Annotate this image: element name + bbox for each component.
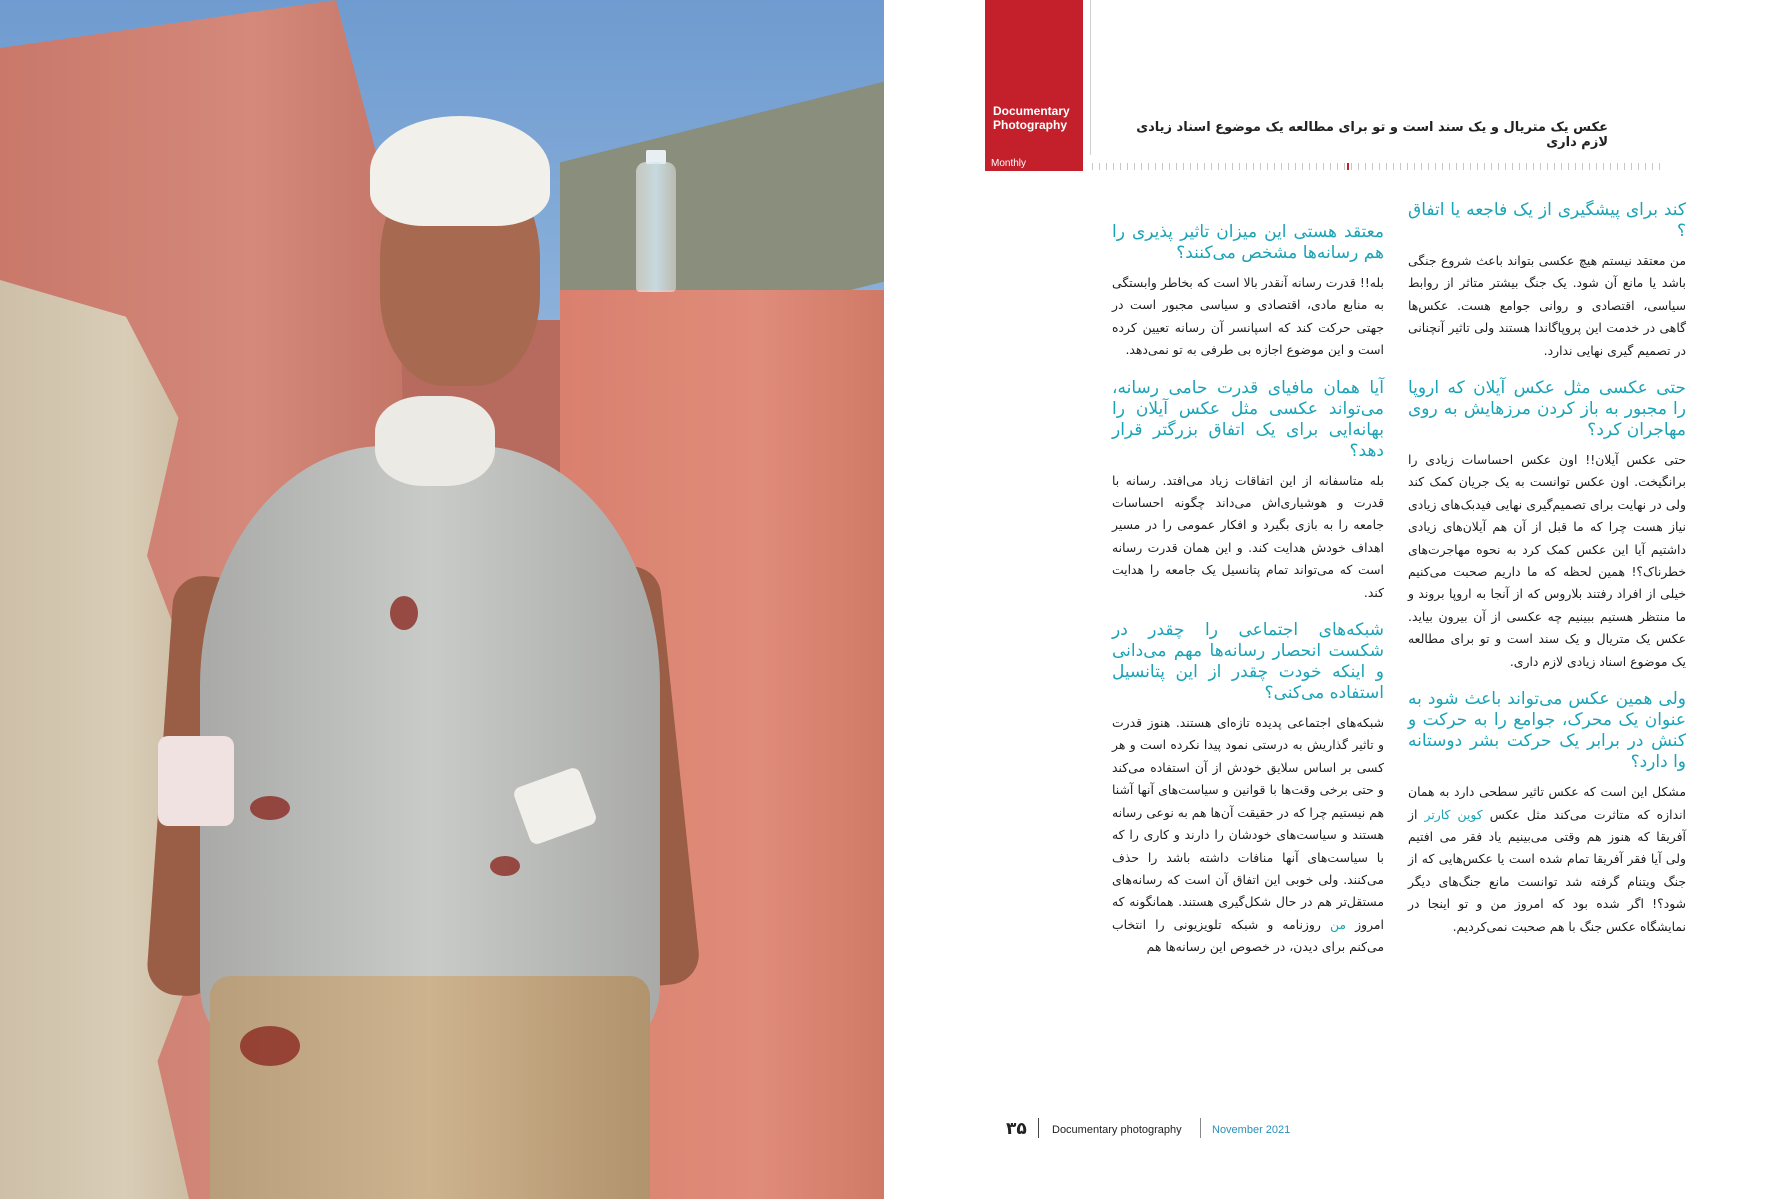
answer-paragraph <box>1408 781 1686 938</box>
page-number: ۳۵ <box>1006 1119 1027 1139</box>
answer-text: از آفریقا که هنوز هم وقتی می‌بینیم یاد فقر می افتیم ولی آیا فقر آفریقا تمام شده است یا عکس‌هایی که از جنگ ویتنام گرفته شد توانست مانع جنگ‌های دیگر شود؟! اگر شده بود که امروز من و تو اینجا در نمایشگاه عکس جنگ با هم صحبت نمی‌کردیم. <box>1408 806 1686 934</box>
masthead-title: Documentary Photography <box>993 104 1070 132</box>
head-bandage <box>370 116 550 226</box>
shirt <box>200 446 660 1046</box>
answer-paragraph: حتی عکس آیلان!! اون عکس احساسات زیادی را برانگیخت. اون عکس توانست به یک جریان کمک کند ولی در نهایت برای تصمیم‌گیری نهایی فیدبک‌های زیادی نیاز هست چرا که ما قبل از آن هم آیلان‌های زیادی داشتیم آیا این عکس کمک کرد به نحوه مهاجرت‌های خطرناک؟! همین لحظه که ما داریم صحبت می‌کنیم خیلی از افراد رفتند بلاروس که از آنجا به اروپا بروند و ما منتظر هستیم ببینیم چه عکسی از آن بیرون بیاید. عکس یک متریال و یک سند است و تو برای مطالعه یک موضوع اسناد زیادی لازم داری. <box>1408 452 1686 669</box>
footer-title: Documentary photography <box>1052 1124 1182 1136</box>
answer-text: شبکه‌های اجتماعی پدیده تازه‌ای هستند. هنوز قدرت و تاثیر گذاریش به درستی نمود پیدا نکرده است و هر کسی بر اساس سلایق خودش از آن استفاده می‌کند و حتی برخی وقت‌ها با قوانین و سیاست‌های آنها آشنا هم نیستیم چرا که در حقیقت آن‌ها هم به نوعی رسانه هستند و سیاست‌های خودشان را دارند و کاری را که با سیاست‌های آنها منافات داشته باشد را حذف می‌کنند. ولی خوبی این اتفاق آن است که رسانه‌های مستقل‌تر هم در حال شکل‌گیری هستند. همانگونه که امروز <box>1112 715 1384 932</box>
blood-stain <box>490 856 520 876</box>
question-heading: کند برای پیشگیری از یک فاجعه یا اتفاق ؟ <box>1408 200 1686 241</box>
answer-paragraph <box>1112 712 1384 958</box>
answer-paragraph: من معتقد نیستم هیچ عکسی بتواند باعث شروع جنگی باشد یا مانع آن شود. یک جنگ بیشتر متاثر از روابط سیاسی، اقتصادی و روانی جوامع هست. عکس‌ها گاهی در خدمت این پروپاگاندا هستند ولی تاثیر آنچنانی در تصمیم گیری نهایی ندارد. <box>1408 253 1686 358</box>
answer-paragraph: بله متاسفانه از این اتفاقات زیاد می‌افتد. رسانه با قدرت و هوشیاری‌اش می‌داند چگونه احساسات جامعه را به بازی بگیرد و افکار عمومی را در مسیر اهداف خودش هدایت کند. و این همان قدرت رسانه است که می‌تواند تمام پتانسیل یک جامعه را هدایت کند. <box>1112 472 1384 600</box>
question-heading: آیا همان مافیای قدرت حامی رسانه، می‌تواند عکسی مثل عکس آیلان را بهانه‌ایی برای یک اتفاق بزرگتر قرار دهد؟ <box>1112 377 1384 461</box>
footer-date: November 2021 <box>1212 1124 1291 1136</box>
answer-text: روزنامه و شبکه تلویزیونی را انتخاب می‌کنم برای دیدن، در خصوص این رسانه‌ها هم <box>1112 916 1384 955</box>
question-heading: ولی همین عکس می‌تواند باعث شود به عنوان یک محرک، جوامع را به حرکت و کنش در برابر یک حرکت بشر دوستانه وا دارد؟ <box>1408 689 1686 773</box>
footer-divider <box>1038 1118 1039 1138</box>
article-column-left <box>1112 222 1384 975</box>
answer-text: مشکل این است که عکس تاثیر سطحی دارد به همان اندازه که متاثرت می‌کند مثل عکس <box>1408 784 1686 822</box>
question-heading: معتقد هستی این میزان تاثیر پذیری را هم رسانه‌ها مشخص می‌کنند؟ <box>1112 222 1384 263</box>
face-mask <box>375 396 495 486</box>
header-divider <box>1090 0 1091 155</box>
highlighted-name: کوین کارتر <box>1424 806 1483 822</box>
pants <box>210 976 650 1199</box>
footer-divider <box>1200 1118 1201 1138</box>
injured-man <box>160 96 700 1199</box>
question-heading: شبکه‌های اجتماعی را چقدر در شکست انحصار رسانه‌ها مهم می‌دانی و اینکه خودت چقدر از این پتانسیل استفاده می‌کنی؟ <box>1112 620 1384 704</box>
blood-stain <box>240 1026 300 1066</box>
blood-stain <box>250 796 290 820</box>
cover-photo <box>0 0 884 1199</box>
article-column-right <box>1408 200 1686 954</box>
header-quote: عکس یک متریال و یک سند است و تو برای مطالعه یک موضوع اسناد زیادی لازم داری <box>1136 120 1608 150</box>
arm-bandage <box>158 736 234 826</box>
blood-stain <box>390 596 418 630</box>
masthead-frequency: Monthly <box>991 158 1027 169</box>
ruler-ticks <box>1092 163 1662 170</box>
masthead-tab <box>985 0 1083 160</box>
highlighted-word: من <box>1329 916 1347 932</box>
question-heading: حتی عکسی مثل عکس آیلان که اروپا را مجبور به باز کردن مرزهایش به روی مهاجران کرد؟ <box>1408 378 1686 441</box>
ruler-marker <box>1347 163 1349 170</box>
answer-paragraph: بله!! قدرت رسانه آنقدر بالا است که بخاطر وابستگی به منابع مادی، اقتصادی و سیاسی مجبور است در جهتی حرکت کند که اسپانسر آن رسانه تعیین کرده است و این موضوع اجازه بی طرفی به تو نمی‌دهد. <box>1112 275 1384 358</box>
